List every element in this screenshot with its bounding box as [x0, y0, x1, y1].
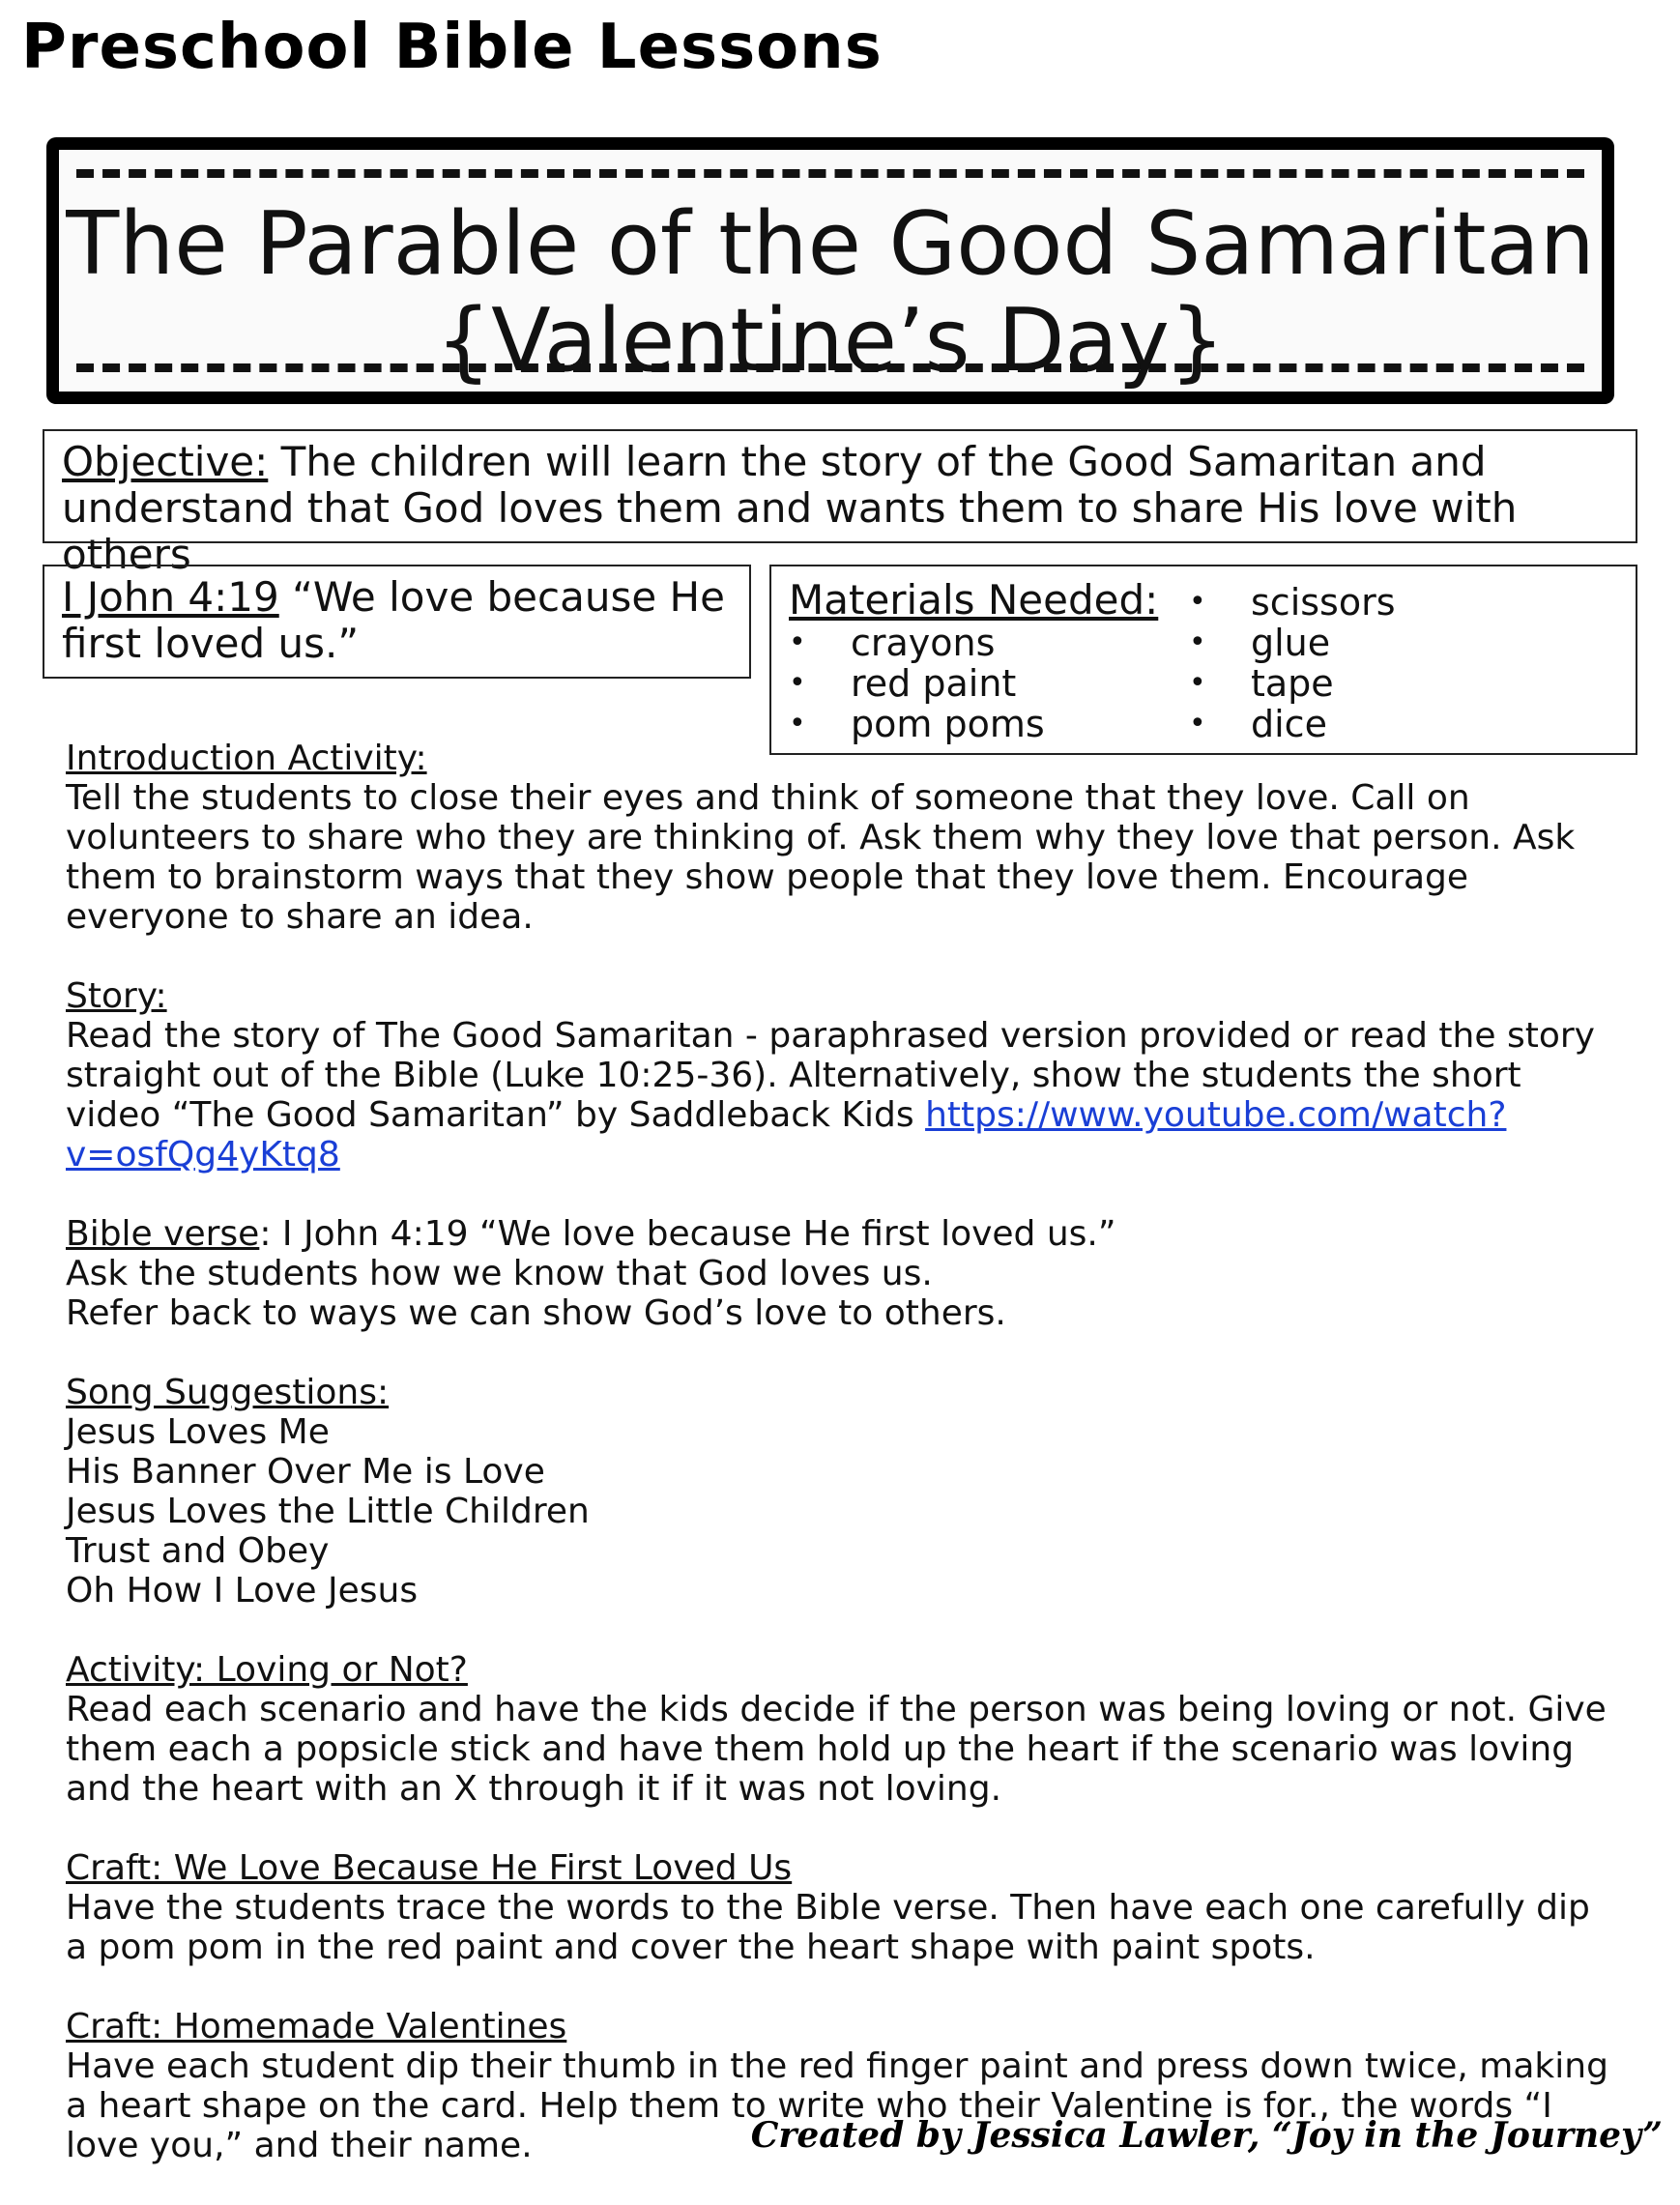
- memory-verse-box: [43, 565, 751, 679]
- section-introduction: [66, 739, 1612, 937]
- list-item: • scissors: [1189, 581, 1396, 624]
- section-body: Tell the students to close their eyes and think of someone that they love. Call on volunteers to share who they are thinking of. Ask them why they love that person. Ask them to brainstorm ways that they show people that they love them. Encourage everyone to share an idea.: [66, 778, 1576, 937]
- lesson-content: [66, 739, 1612, 2205]
- section-heading: Introduction Activity:: [66, 739, 427, 778]
- objective-text: The children will learn the story of the Good Samaritan and understand that God loves them and wants them to share His love with others: [62, 438, 1518, 578]
- materials-heading: Materials Needed:: [789, 576, 1159, 624]
- section-body: Read the story of The Good Samaritan - paraphrased version provided or read the story straight out of the Bible (Luke 10:25-36). Alternatively, show the students the short video “The Good Samaritan” by Saddleback Kids https://www.youtube.com/watch?v=osfQg4yKtq8: [66, 1016, 1595, 1175]
- song-item: Oh How I Love Jesus: [66, 1571, 419, 1610]
- bullet-icon: •: [1189, 625, 1206, 659]
- section-line: Refer back to ways we can show God’s love to others.: [66, 1293, 1006, 1333]
- materials-box: [769, 565, 1637, 755]
- lesson-title-line1: The Parable of the Good Samaritan: [66, 193, 1595, 295]
- objective-box: [43, 429, 1637, 578]
- list-item: • crayons: [789, 622, 996, 664]
- section-body: Bible verse: I John 4:19 “We love because He first loved us.”: [66, 1214, 1116, 1254]
- verse-text: “We love because He first loved us.”: [62, 573, 725, 667]
- bullet-icon: •: [1189, 666, 1206, 700]
- section-heading: Song Suggestions:: [66, 1373, 390, 1412]
- section-body: Have each student dip their thumb in the red finger paint and press down twice, making a heart shape on the card. Help them to write who their Valentine is for., the words “I love you,” and their name.: [66, 2046, 1608, 2165]
- section-heading: Craft: Homemade Valentines: [66, 2007, 567, 2046]
- lesson-title-line2: {Valentine’s Day}: [435, 290, 1226, 392]
- bullet-icon: •: [1189, 585, 1206, 619]
- dashed-border-bottom: [76, 363, 1584, 372]
- song-item: Jesus Loves Me: [66, 1412, 330, 1452]
- song-item: Trust and Obey: [66, 1531, 330, 1571]
- list-item: • red paint: [789, 662, 1017, 705]
- section-heading: Craft: We Love Because He First Loved Us: [66, 1848, 793, 1888]
- author-credit: Created by Jessica Lawler, “Joy in the Journey”: [750, 2115, 1663, 2156]
- section-activity: [66, 1650, 1612, 1809]
- list-item: • glue: [1189, 622, 1331, 664]
- list-item: • tape: [1189, 662, 1334, 705]
- section-body: Read each scenario and have the kids decide if the person was being loving or not. Give them each a popsicle stick and have them hold up the heart if the scenario was loving and the heart with an X through it if it was not loving.: [66, 1690, 1607, 1809]
- section-story: [66, 976, 1612, 1175]
- section-bible-verse: [66, 1214, 1612, 1333]
- section-heading: Bible verse: [66, 1214, 260, 1254]
- section-heading: Story:: [66, 976, 167, 1016]
- video-link[interactable]: https://www.youtube.com/watch?v=osfQg4yKtq8: [66, 1095, 1507, 1175]
- materials-list-left: [789, 623, 1045, 744]
- section-body: Have the students trace the words to the Bible verse. Then have each one carefully dip a pom pom in the red paint and cover the heart shape with paint spots.: [66, 1888, 1590, 1967]
- song-item: Jesus Loves the Little Children: [66, 1492, 590, 1531]
- bullet-icon: •: [1189, 707, 1206, 740]
- materials-list-right: [1189, 582, 1396, 744]
- section-craft-verse: [66, 1848, 1612, 1967]
- lesson-title-banner: [46, 137, 1614, 404]
- lesson-title: [59, 193, 1602, 392]
- document-header-title: Preschool Bible Lessons: [21, 12, 883, 83]
- bullet-icon: •: [789, 625, 806, 659]
- section-line: Ask the students how we know that God loves us.: [66, 1254, 933, 1293]
- section-heading: Activity: Loving or Not?: [66, 1650, 468, 1690]
- bullet-icon: •: [789, 666, 806, 700]
- list-item: • pom poms: [789, 703, 1045, 745]
- objective-label: Objective:: [62, 438, 269, 485]
- list-item: • dice: [1189, 703, 1327, 745]
- bullet-icon: •: [789, 707, 806, 740]
- dashed-border-top: [76, 169, 1584, 178]
- song-item: His Banner Over Me is Love: [66, 1452, 545, 1492]
- section-songs: [66, 1373, 1612, 1610]
- verse-reference: I John 4:19: [62, 573, 279, 621]
